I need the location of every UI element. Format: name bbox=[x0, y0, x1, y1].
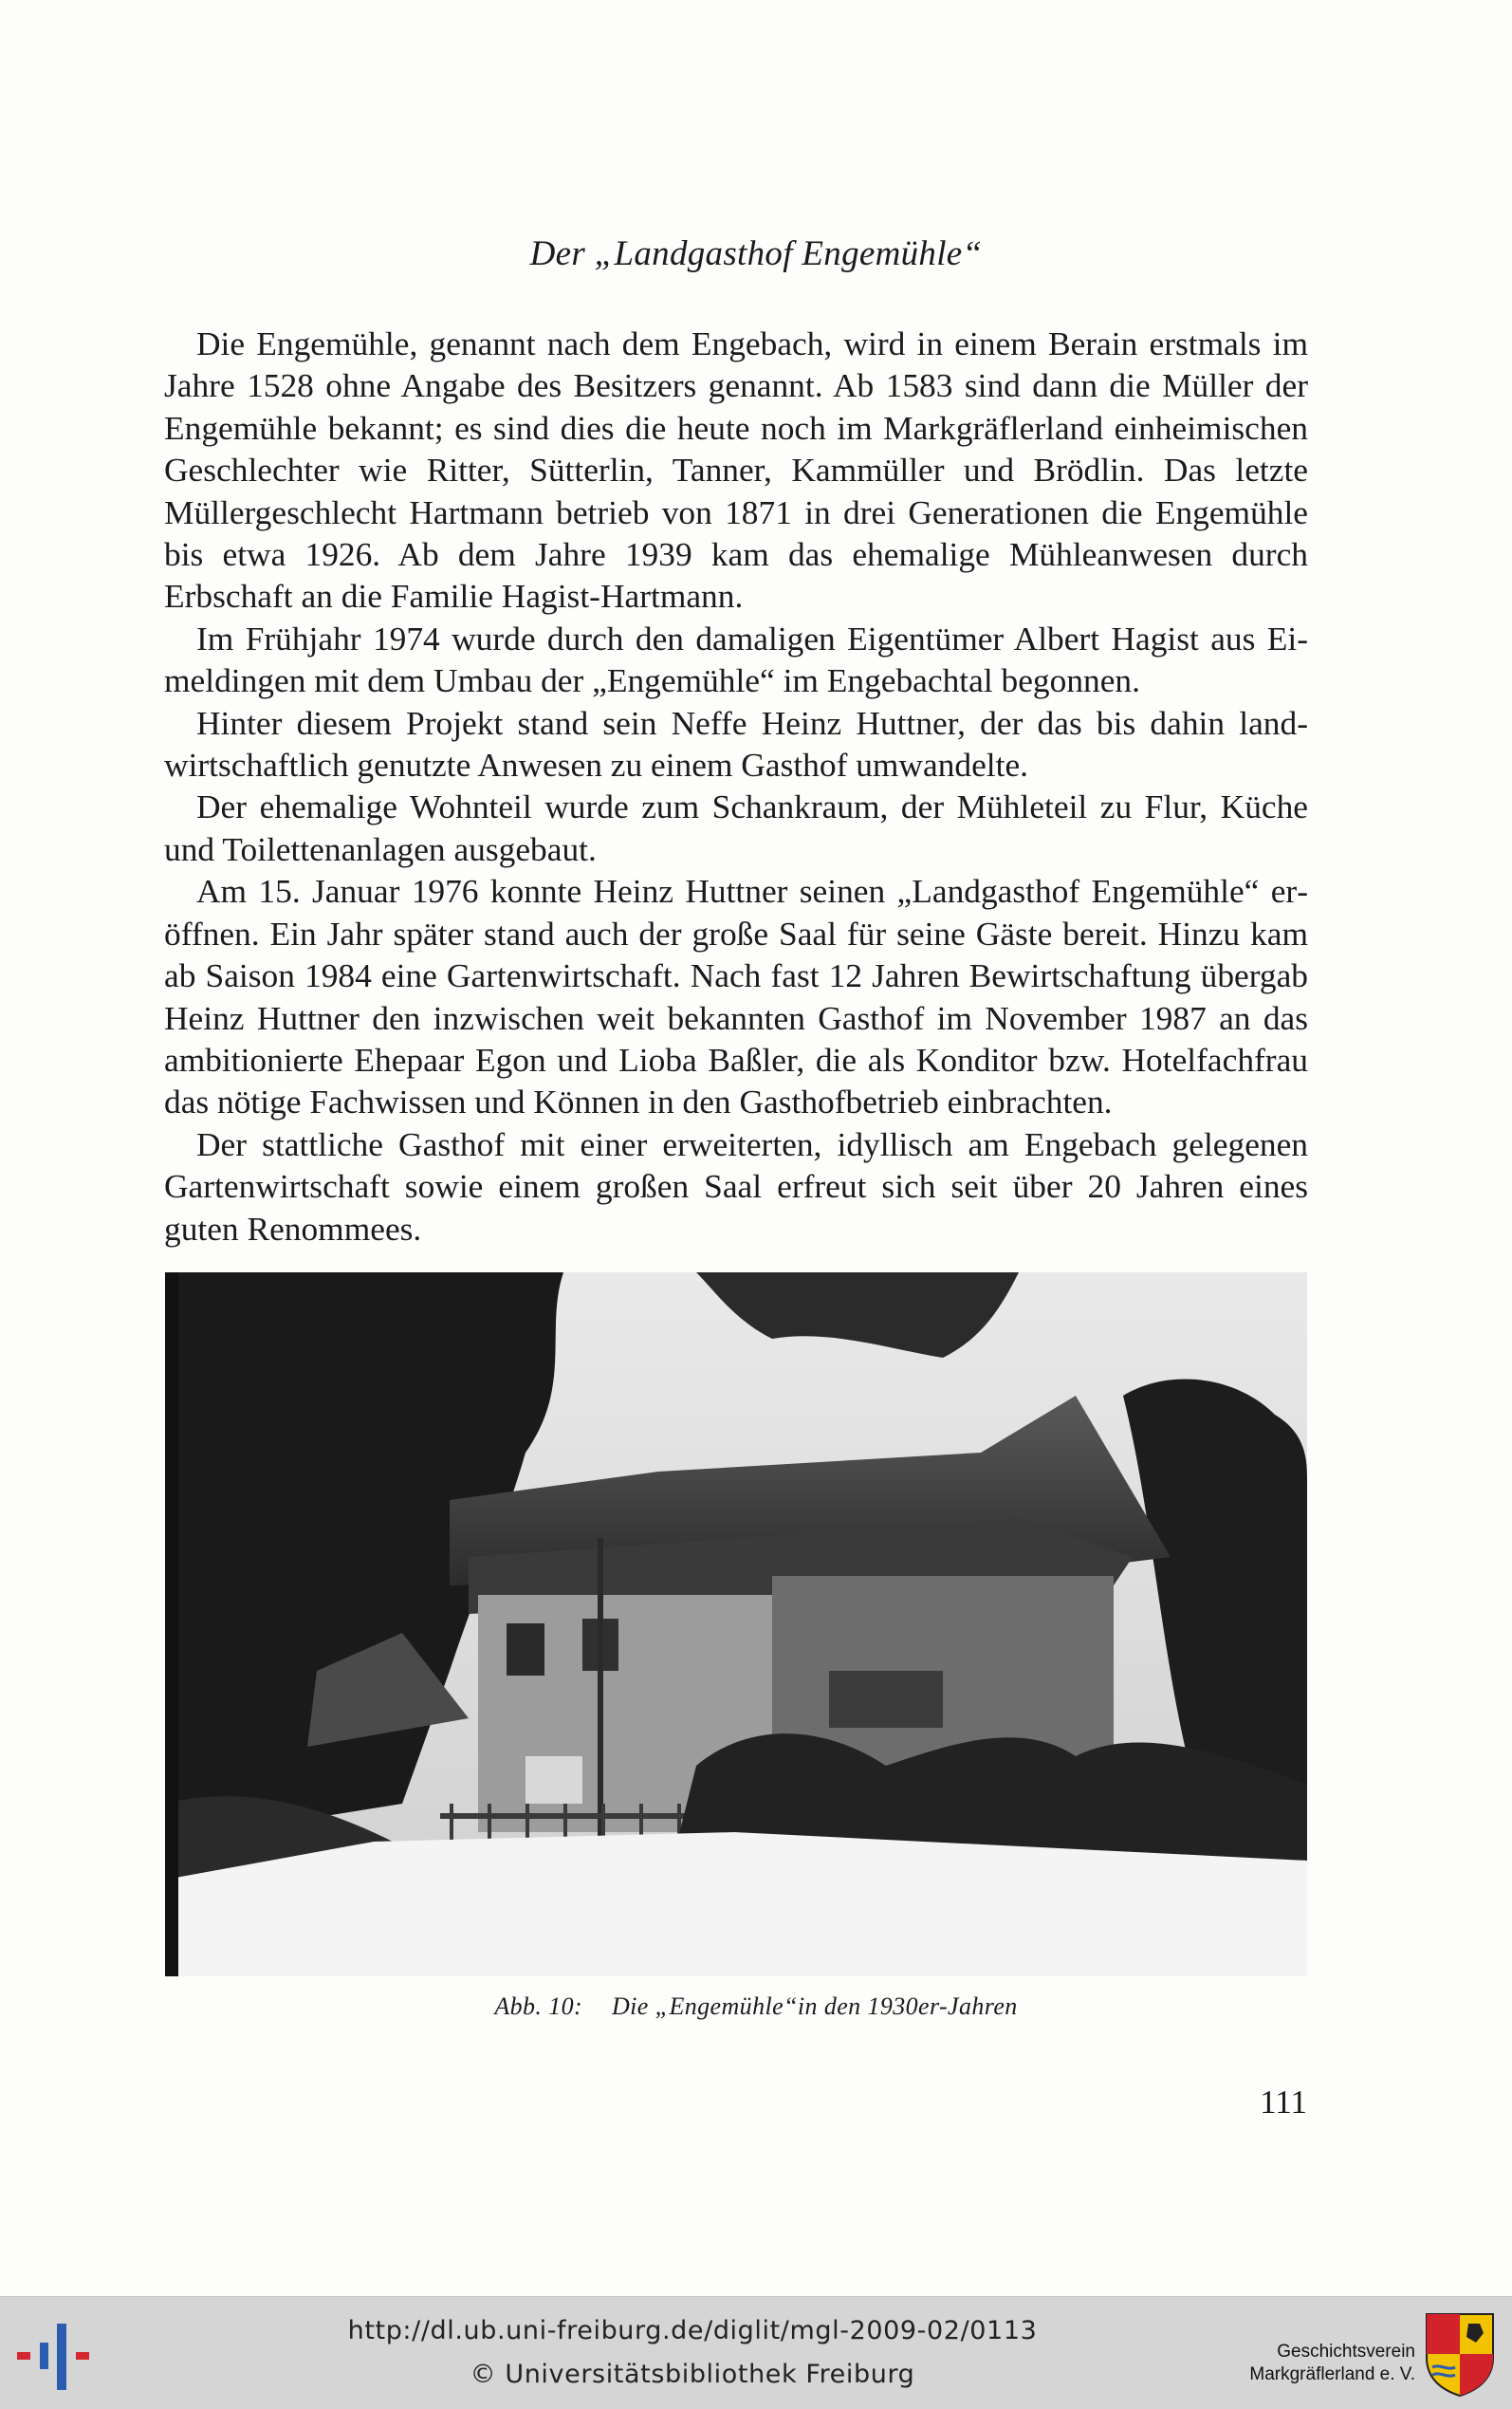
page-heading: Der „Landgasthof Engemühle“ bbox=[529, 234, 983, 273]
paragraph: Der ehemalige Wohnteil wurde zum Schankraum, der Mühleteil zu Flur, Küche und Toilettenanlagen ausgebaut. bbox=[164, 788, 1308, 868]
mill-building-photo bbox=[165, 1272, 1307, 1976]
society-line1: Geschichtsverein bbox=[1277, 2342, 1415, 2362]
source-url-link[interactable]: http://dl.ub.uni-freiburg.de/diglit/mgl-2009-02/0113 bbox=[347, 2316, 1038, 2345]
figure-caption bbox=[0, 1992, 1512, 2021]
paragraph: Die Engemühle, genannt nach dem Engebach, wird in einem Berain erstmals im Jahre 1528 ohne Angabe des Besitzers genannt. Ab 1583 sind dann die Müller der Engemühle bekannt; es sind dies die heute noch im Markgräflerland einheimischen Geschlechter wie Ritter, Sütterlin, Tanner, Kammüller und Brödlin. Das letzte Müllergeschlecht Hartmann betrieb von 1871 in drei Generationen die Engemühle bis etwa 1926. Ab dem Jahre 1939 kam das ehemalige Mühleanwesen durch Erbschaft an die Familie Hagist-Hartmann. bbox=[164, 324, 1308, 616]
coat-of-arms-icon bbox=[1423, 2310, 1497, 2398]
page-number: 111 bbox=[1260, 2084, 1307, 2121]
society-line2: Markgräflerland e. V. bbox=[1249, 2364, 1415, 2384]
historic-photo bbox=[165, 1272, 1307, 1976]
caption-label: Abb. 10: bbox=[494, 1992, 583, 2020]
copyright-text: © Universitätsbibliothek Freiburg bbox=[470, 2360, 915, 2389]
library-logo-icon[interactable] bbox=[13, 2314, 99, 2396]
paragraph: Der stattliche Gasthof mit einer erweiterten, idyllisch am Engebach gelegenen Gartenwirtschaft sowie einem großen Saal erfreut sich seit über 20 Jahren eines guten Renommees. bbox=[164, 1124, 1308, 1248]
paragraph: Am 15. Januar 1976 konnte Heinz Huttner seinen „Landgasthof Engemühle“ eröffnen. Ein Jahr später stand auch der große Saal für seine Gäste bereit. Hinzu kam ab Saison 1984 eine Gartenwirtschaft. Nach fast 12 Jahren Bewirtschaftung übergab Heinz Huttner den inzwischen weit bekannten Gasthof im November 1987 an das ambitionierte Ehepaar Egon und Lioba Baßler, die als Konditor bzw. Hotelfachfrau das nötige Fachwissen und Können in den Gasthofbetrieb einbrachten. bbox=[164, 872, 1308, 1121]
paragraph: Hinter diesem Projekt stand sein Neffe Heinz Huttner, der das bis dahin landwirtschaftlich genutzte Anwesen zu einem Gasthof umwandelte. bbox=[164, 703, 1308, 785]
paragraph: Im Frühjahr 1974 wurde durch den damaligen Eigentümer Albert Hagist aus Eimeldingen mit dem Umbau der „Engemühle“ im Engebachtal begonnen. bbox=[164, 619, 1308, 700]
society-name bbox=[1216, 2341, 1415, 2386]
footer-bar bbox=[0, 2296, 1512, 2409]
caption-text: Die „Engemühle“in den 1930er-Jahren bbox=[611, 1992, 1018, 2020]
body-text bbox=[164, 323, 1308, 1250]
